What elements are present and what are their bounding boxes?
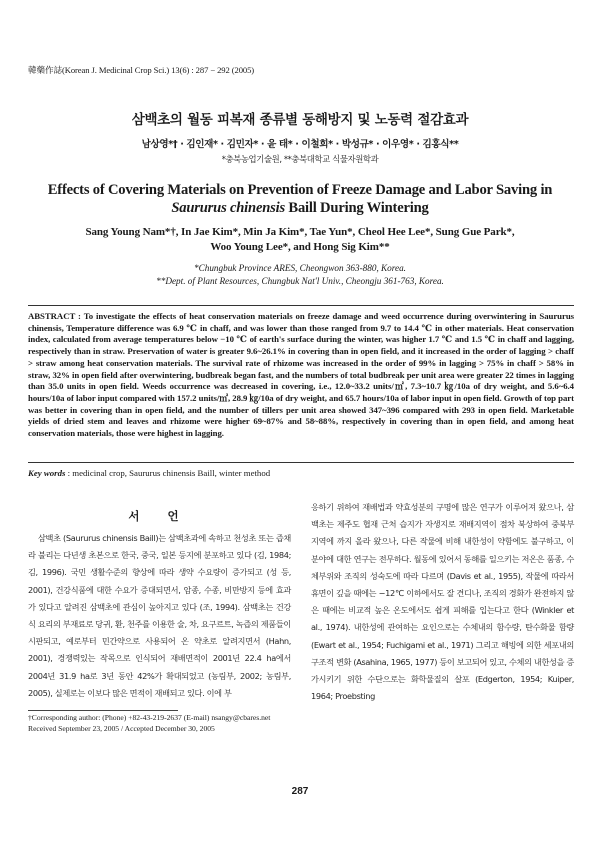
body-paragraph: 삼백초 (Saururus chinensis Baill)는 삼백초과에 속하고 천성초 또는 즙채라 불리는 다년생 초본으로 한국, 중국, 일본 등지에 분포하고 있다 (김, 1984; 김, 1996). 국민 생활수준의 향상에 따라 생약 수요량이 증가되고 (성 등, 2001), 건강식품에 대한 수요가 증대되면서, 암종, 수종, 비만방지 등에 효과가 있다고 알려진 삼백초에 관심이 높아지고 있다 (조, 1994). 삼백초는 건강식 요리의 부재료로 당귀, 환, 천주를 이용한 술, 차, 요구르트, 녹즙의 제품들이 시판되고, 예로부터 민간약으로 사용되어 온 약초로 알려지면서 (Hahn, 2001), 경쟁력있는 작목으로 인식되어 재배면적이 2001년 22.4 ha에서 2004년 31.9 ha로 3년 동안 42%가 확대되었고 (농림부, 2002; 농림부, 2005), 실제로는 이보다 많은 면적이 재배되고 있다. 이에 부 <box>28 533 291 698</box>
body-right-column <box>311 499 574 705</box>
english-authors-line2: Woo Young Lee*, and Hong Sig Kim** <box>210 241 390 253</box>
english-title-line2-rest: Baill During Wintering <box>284 200 429 216</box>
body-paragraph: 응하기 위하여 재배법과 약효성분의 구명에 많은 연구가 이루어져 왔으나, 삼백초는 제주도 협재 근처 습지가 자생지로 재배지역이 점차 북상하여 중북부 지역에 까지 올라 왔으나, 다른 작물에 비해 내한성이 약함에도 불구하고, 이 분야에 대한 연구는 전무하다. 월동에 있어서 동해를 일으키는 저온은 품종, 수체부위와 조직의 성숙도에 따라 다르며 (Davis et al., 1955), 작물에 따라서 휴면이 깊을 때에는 −12℃ 이하에서도 잘 견디나, 조직의 경화가 완전하지 않은 때에는 비교적 높은 온도에서도 쉽게 피해를 입는다고 한다 (Winkler et al., 1974). 내한성에 관여하는 요인으로는 수체내의 함수량, 탄수화물 함량 (Ewart et al., 1954; Fuchigami et al., 1971) 그리고 해빙에 의한 세포내의 구조적 변화 (Asahina, 1965, 1977) 등이 보고되어 있고, 수체의 내한성을 증가시키기 위한 수단으로는 화학물질의 살포 (Edgerton, 1954; Kuiper, 1964; Proebsting <box>311 502 574 702</box>
english-title <box>20 181 580 217</box>
corresponding-author: †Corresponding author: (Phone) +82-43-219-2637 (E-mail) nsangy@cbares.net <box>28 713 271 722</box>
section-heading-introduction: 서 언 <box>128 509 191 523</box>
english-title-line1: Effects of Covering Materials on Prevention of Freeze Damage and Labor Saving in <box>47 182 553 198</box>
keywords-text: : medicinal crop, Saururus chinensis Baill, winter method <box>65 468 271 478</box>
footnote <box>28 713 270 734</box>
korean-authors: 남상영*† · 김인재* · 김민자* · 윤 태* · 이철희* · 박성규* · 이우영* · 김홍식** <box>141 139 459 150</box>
page-number: 287 <box>291 786 309 797</box>
korean-title: 삼백초의 월동 피복재 종류별 동해방지 및 노동력 절감효과 <box>131 112 469 128</box>
species-name: Saururus chinensis <box>171 200 285 216</box>
english-affiliation <box>20 262 580 287</box>
abstract-bottom-rule <box>28 462 574 463</box>
journal-citation: 韓藥作誌(Korean J. Medicinal Crop Sci.) 13(6) : 287 − 292 (2005) <box>28 65 255 75</box>
english-title-line2 <box>20 199 580 217</box>
english-affiliation-line1: *Chungbuk Province ARES, Cheongwon 363-880, Korea. <box>194 263 406 273</box>
english-affiliation-line2: **Dept. of Plant Resources, Chungbuk Nat'l Univ., Cheongju 361-763, Korea. <box>156 275 444 286</box>
keywords-label: Key words <box>28 468 66 478</box>
abstract: ABSTRACT : To investigate the effects of heat conservation materials on freeze damage and weed occurrence during overwintering in Saururus chinensis, Temperature difference was 6.9 ℃ in chaff, and was lower than those ranged from 9.7 to 14.4 ℃ in other materials. Heat conservation index, calculated from average temperatures below −10 ℃ of earth's surface during the winter, was higher 1.7 ℃ and 1.5 ℃ in chaff and lagging, respectively than in straw. Preservation of water is greater 9.6~26.1% in covering than in open field, and it increased in the order of lagging > chaff > straw among heat conservation materials. The survival rate of rhizome was increased in the order of 99% in lagging > 75% in chaff > 58% in straw, 32% in open field after overwintering, budbreak began fast, and the numbers of total budbreak per unit area were greater 22 times in lagging than 35.0 units in open field. Weeds occurrence was decreased in covering, i.e., 12.0~33.2 units/㎡, 7.3~10.7 ㎏/10a of dry weight, and 5.6~6.4 hours/10a of labor input compared with 157.2 units/㎡, 28.9 ㎏/10a of dry weight, and 65.7 hours/10a of labor input in open field. Growth of top part was better in covering than in open field, and the number of tillers per unit area showed 347~396 compared with 293 in open field. Marketable yields of dried stem and leaves and rhizome were higher 69~87% and 58~88%, respectively in covering than in open field, and among heat conservation materials, those were highest in lagging. <box>28 311 574 439</box>
footnote-rule <box>28 710 178 711</box>
received-accepted-dates: Received September 23, 2005 / Accepted December 30, 2005 <box>28 723 215 733</box>
abstract-top-rule <box>28 305 574 306</box>
korean-affiliation: *충북농업기술원, **충북대학교 식물자원학과 <box>221 154 379 164</box>
english-authors-line1: Sang Young Nam*†, In Jae Kim*, Min Ja Kim*, Tae Yun*, Cheol Hee Lee*, Sung Gue Park*, <box>85 226 515 238</box>
keywords <box>28 468 270 478</box>
english-authors <box>20 225 580 255</box>
body-left-column <box>28 530 291 702</box>
